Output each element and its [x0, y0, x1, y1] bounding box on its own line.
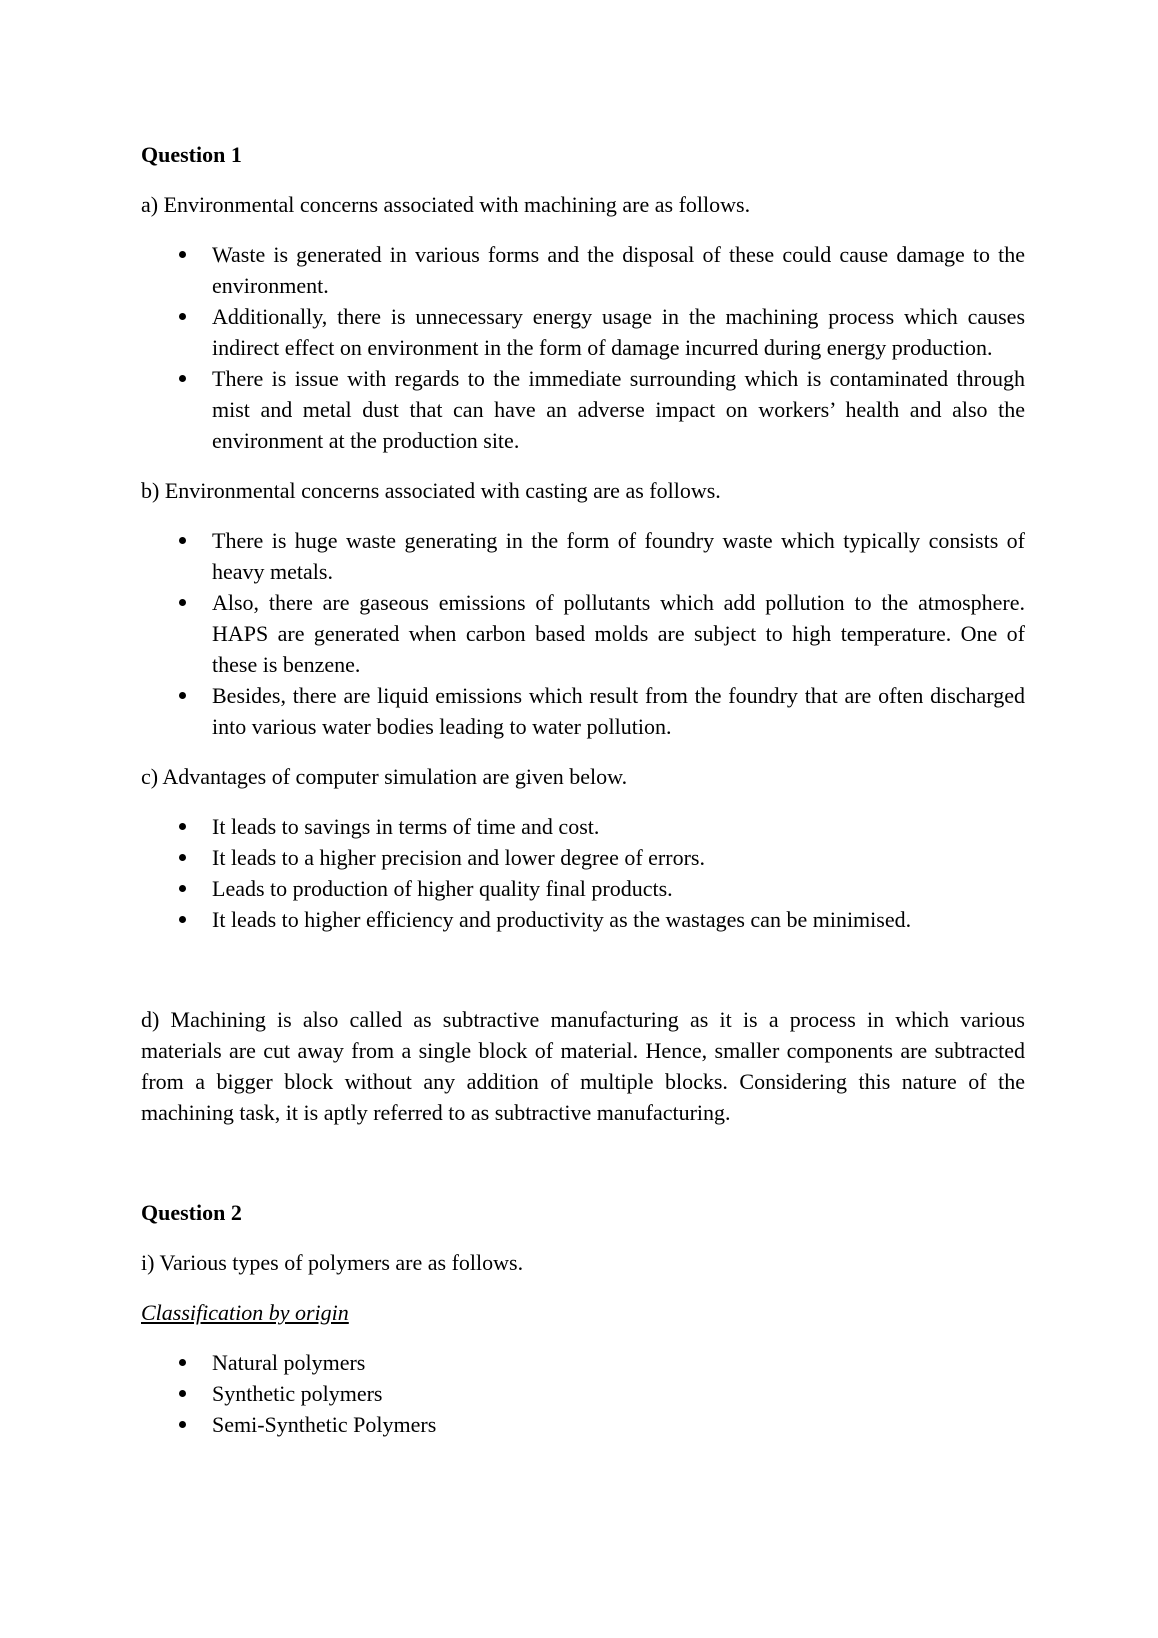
bullet-icon	[179, 537, 186, 544]
list-item: There is huge waste generating in the form of foundry waste which typically consists of heavy metals.	[141, 525, 1025, 587]
list-item: Semi-Synthetic Polymers	[141, 1409, 1025, 1440]
list-item: It leads to higher efficiency and productivity as the wastages can be minimised.	[141, 904, 1025, 935]
list-item: Besides, there are liquid emissions which result from the foundry that are often discharged into various water bodies leading to water pollution.	[141, 680, 1025, 742]
bullet-icon	[179, 1390, 186, 1397]
list-item: Waste is generated in various forms and the disposal of these could cause damage to the environment.	[141, 239, 1025, 301]
bullet-icon	[179, 692, 186, 699]
q2-i-list	[141, 1347, 1025, 1440]
question-2-heading: Question 2	[141, 1200, 242, 1225]
q1-d-paragraph: d) Machining is also called as subtractive manufacturing as it is a process in which various materials are cut away from a single block of material. Hence, smaller components are subtracted from a bigger block without any addition of multiple blocks. Considering this nature of the machining task, it is aptly referred to as subtractive manufacturing.	[141, 1007, 1025, 1125]
bullet-icon	[179, 1421, 186, 1428]
q1-b-list	[141, 525, 1025, 742]
q1-a-list	[141, 239, 1025, 456]
bullet-icon	[179, 313, 186, 320]
bullet-icon	[179, 251, 186, 258]
document-page	[141, 139, 1025, 1459]
list-item: It leads to savings in terms of time and cost.	[141, 811, 1025, 842]
q1-c-list	[141, 811, 1025, 935]
list-item: Additionally, there is unnecessary energy usage in the machining process which causes indirect effect on environment in the form of damage incurred during energy production.	[141, 301, 1025, 363]
bullet-icon	[179, 1359, 186, 1366]
list-item: There is issue with regards to the immediate surrounding which is contaminated through mist and metal dust that can have an adverse impact on workers’ health and also the environment at the production site.	[141, 363, 1025, 456]
question-1-heading: Question 1	[141, 142, 242, 167]
list-item: Synthetic polymers	[141, 1378, 1025, 1409]
list-item: Also, there are gaseous emissions of pollutants which add pollution to the atmosphere. HAPS are generated when carbon based molds are subject to high temperature. One of these is benzene.	[141, 587, 1025, 680]
bullet-icon	[179, 885, 186, 892]
list-item: Leads to production of higher quality final products.	[141, 873, 1025, 904]
bullet-icon	[179, 916, 186, 923]
bullet-icon	[179, 375, 186, 382]
list-item: It leads to a higher precision and lower degree of errors.	[141, 842, 1025, 873]
bullet-icon	[179, 823, 186, 830]
q1-b-intro: b) Environmental concerns associated with casting are as follows.	[141, 478, 721, 503]
q2-classification-subheading: Classification by origin	[141, 1300, 349, 1325]
q1-c-intro: c) Advantages of computer simulation are given below.	[141, 764, 628, 789]
q2-i-intro: i) Various types of polymers are as follows.	[141, 1250, 524, 1275]
bullet-icon	[179, 854, 186, 861]
list-item: Natural polymers	[141, 1347, 1025, 1378]
q1-a-intro: a) Environmental concerns associated with machining are as follows.	[141, 192, 751, 217]
spacer	[141, 954, 1025, 1004]
spacer	[141, 1147, 1025, 1197]
bullet-icon	[179, 599, 186, 606]
